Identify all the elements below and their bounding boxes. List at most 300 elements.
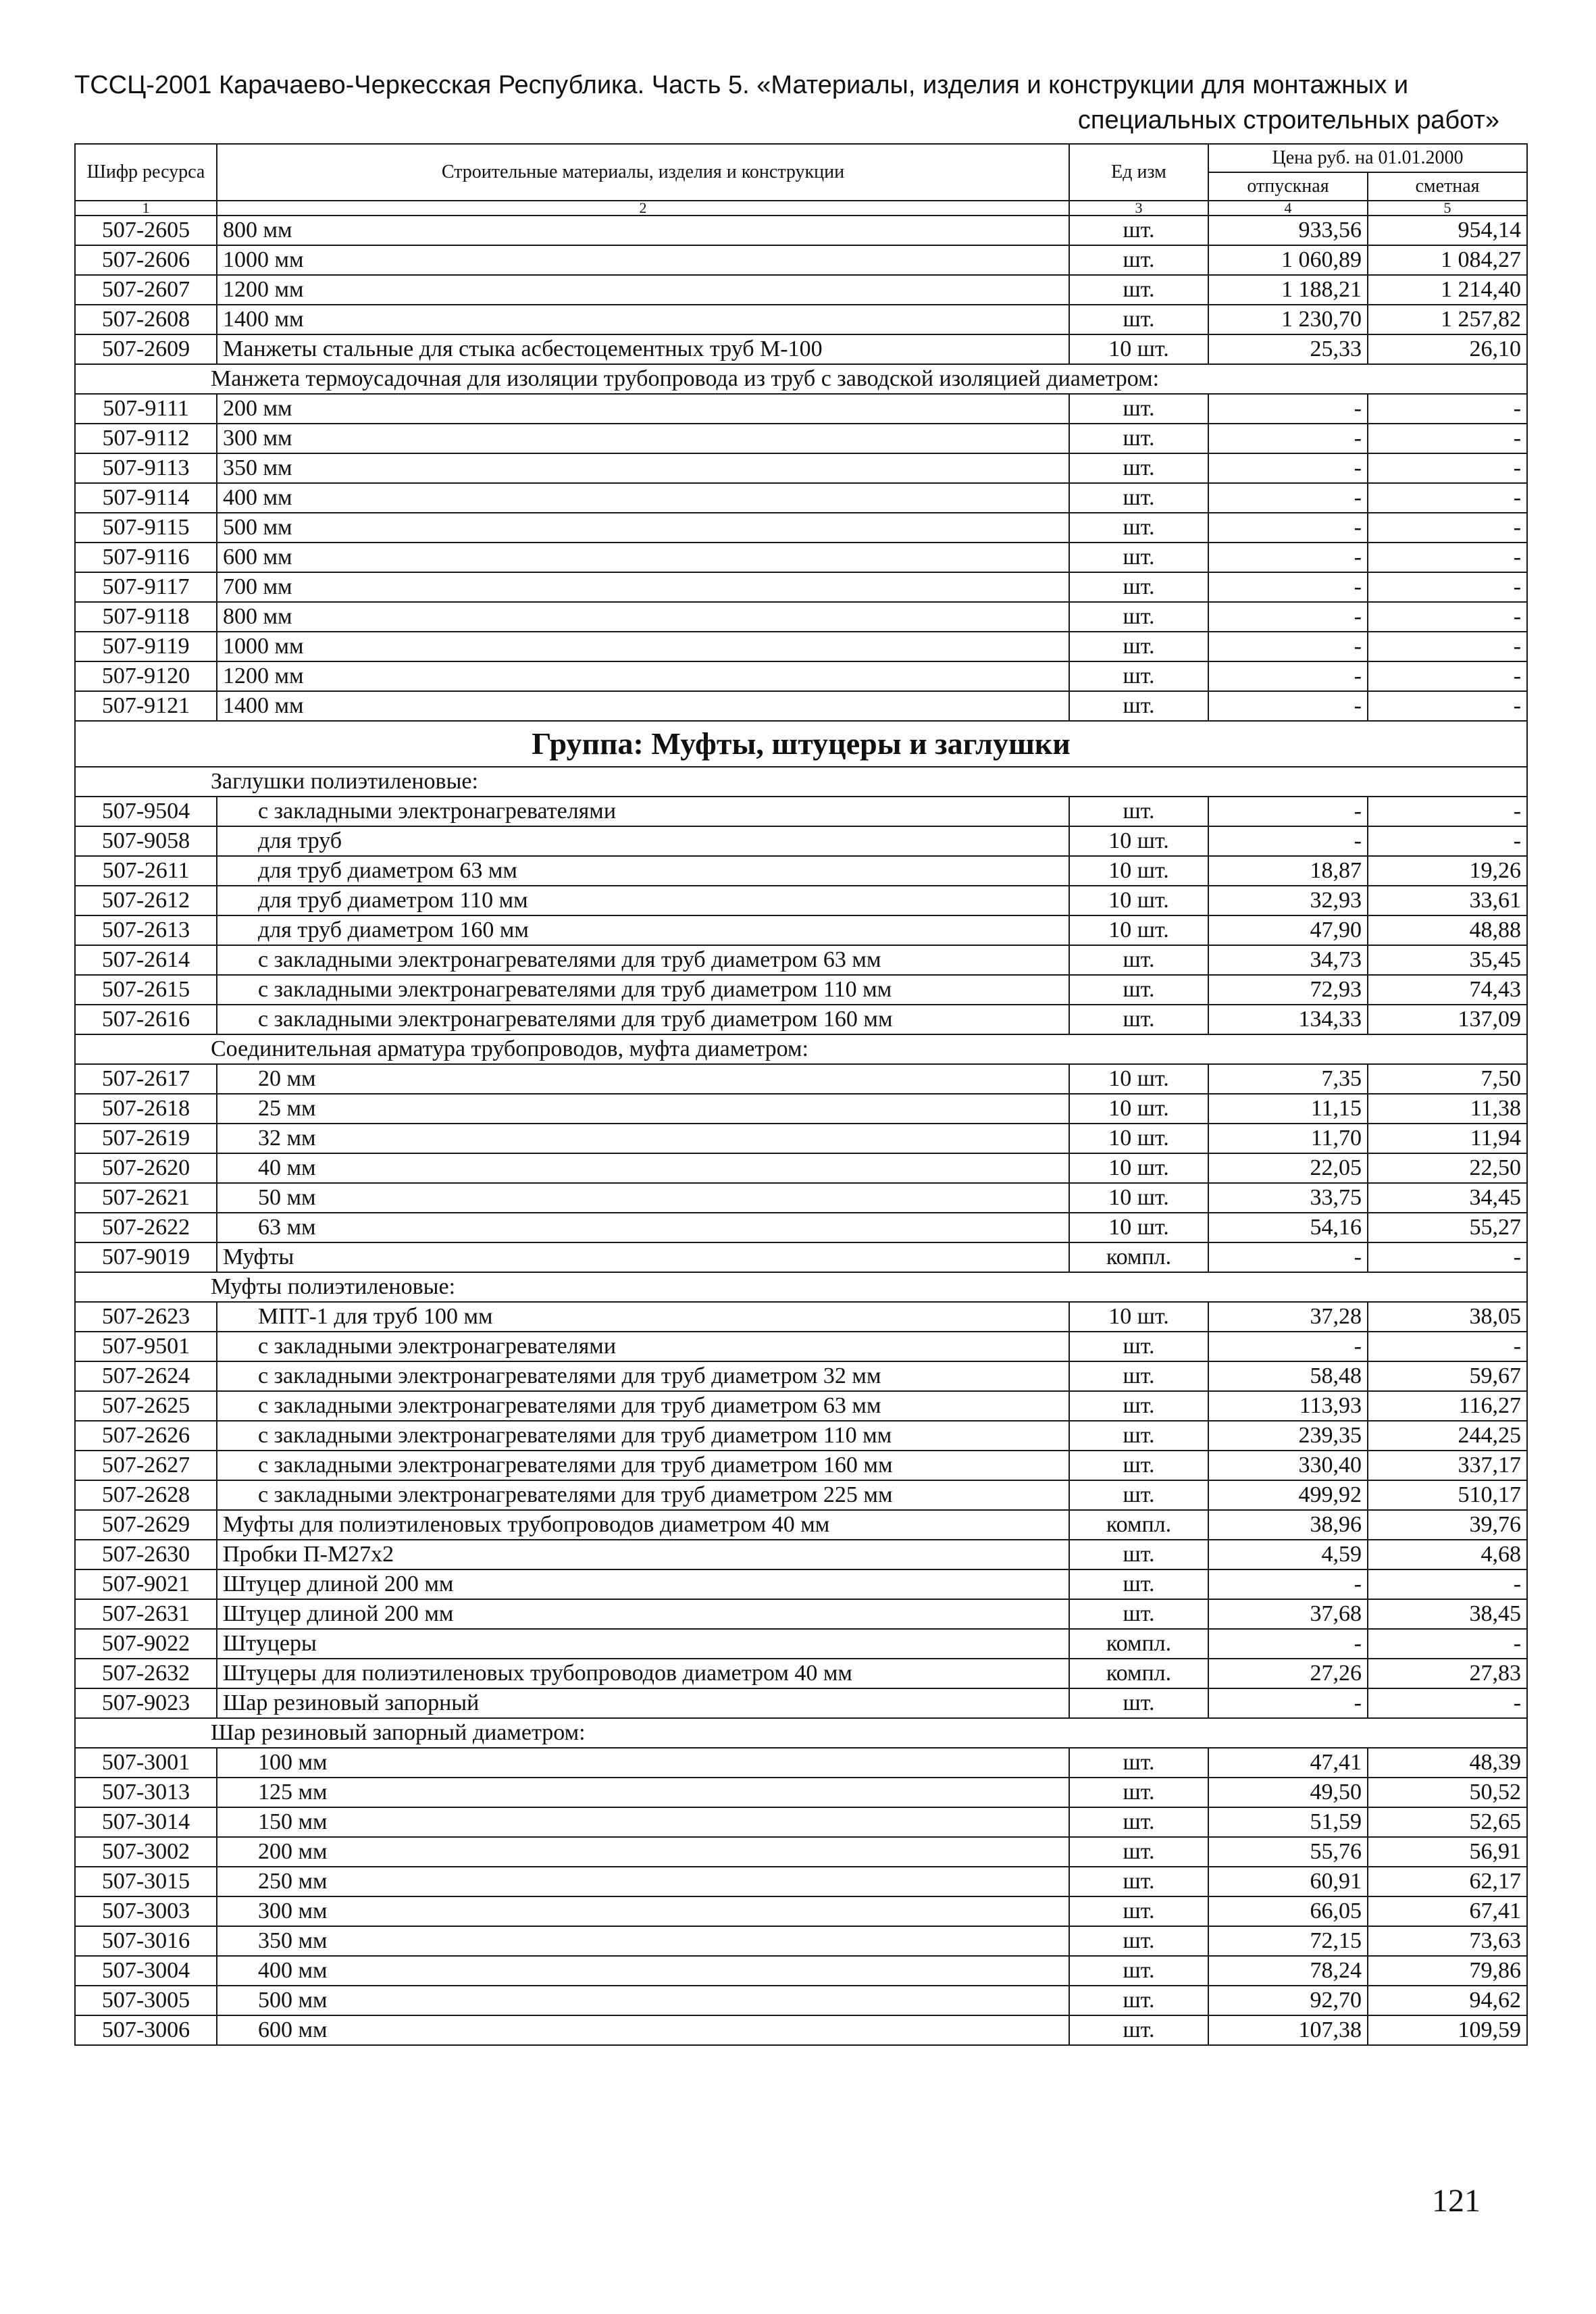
table-row bbox=[75, 1540, 1527, 1569]
table-row bbox=[75, 483, 1527, 513]
material-name-cell: с закладными электронагревателями для труб диаметром 63 мм bbox=[217, 945, 1069, 975]
table-row bbox=[75, 1213, 1527, 1242]
resource-code-cell: 507-2623 bbox=[75, 1302, 217, 1332]
release-price-cell: 47,41 bbox=[1208, 1748, 1368, 1778]
col-name-header: Строительные материалы, изделия и конструкции bbox=[217, 144, 1069, 201]
unit-cell: шт. bbox=[1069, 975, 1208, 1005]
resource-code-cell: 507-2608 bbox=[75, 305, 217, 334]
unit-cell: шт. bbox=[1069, 216, 1208, 245]
release-price-cell: 32,93 bbox=[1208, 886, 1368, 915]
resource-code-cell: 507-9019 bbox=[75, 1242, 217, 1272]
resource-code-cell: 507-3002 bbox=[75, 1837, 217, 1867]
material-name-cell: 300 мм bbox=[217, 424, 1069, 453]
material-name-cell: Манжеты стальные для стыка асбестоцементных труб М-100 bbox=[217, 334, 1069, 364]
release-price-cell: - bbox=[1208, 424, 1368, 453]
release-price-cell: - bbox=[1208, 602, 1368, 632]
unit-cell: шт. bbox=[1069, 661, 1208, 691]
material-name-cell: с закладными электронагревателями для труб диаметром 32 мм bbox=[217, 1361, 1069, 1391]
material-name-cell: с закладными электронагревателями для труб диаметром 110 мм bbox=[217, 975, 1069, 1005]
table-row bbox=[75, 1005, 1527, 1034]
estimate-price-cell: - bbox=[1368, 1569, 1527, 1599]
estimate-price-cell: 510,17 bbox=[1368, 1480, 1527, 1510]
release-price-cell: - bbox=[1208, 632, 1368, 661]
table-row bbox=[75, 915, 1527, 945]
estimate-price-cell: - bbox=[1368, 661, 1527, 691]
material-name-cell: для труб bbox=[217, 826, 1069, 856]
unit-cell: шт. bbox=[1069, 797, 1208, 826]
group-heading-row bbox=[75, 1034, 1527, 1064]
table-row bbox=[75, 975, 1527, 1005]
resource-code-cell: 507-2632 bbox=[75, 1659, 217, 1688]
resource-code-cell: 507-2613 bbox=[75, 915, 217, 945]
table-row bbox=[75, 1124, 1527, 1153]
release-price-cell: 1 060,89 bbox=[1208, 245, 1368, 275]
estimate-price-cell: 11,94 bbox=[1368, 1124, 1527, 1153]
estimate-price-cell: 244,25 bbox=[1368, 1421, 1527, 1451]
estimate-price-cell: 116,27 bbox=[1368, 1391, 1527, 1421]
material-name-cell: 800 мм bbox=[217, 216, 1069, 245]
release-price-cell: - bbox=[1208, 1569, 1368, 1599]
table-row bbox=[75, 275, 1527, 305]
material-name-cell: 200 мм bbox=[217, 1837, 1069, 1867]
table-row bbox=[75, 1332, 1527, 1361]
release-price-cell: 7,35 bbox=[1208, 1064, 1368, 1094]
resource-code-cell: 507-9119 bbox=[75, 632, 217, 661]
resource-code-cell: 507-9501 bbox=[75, 1332, 217, 1361]
estimate-price-cell: 109,59 bbox=[1368, 2015, 1527, 2045]
estimate-price-cell: - bbox=[1368, 543, 1527, 572]
estimate-price-cell: 22,50 bbox=[1368, 1153, 1527, 1183]
table-row bbox=[75, 1480, 1527, 1510]
resource-code-cell: 507-9120 bbox=[75, 661, 217, 691]
table-row bbox=[75, 826, 1527, 856]
col-number-3: 3 bbox=[1069, 201, 1208, 216]
estimate-price-cell: - bbox=[1368, 632, 1527, 661]
unit-cell: 10 шт. bbox=[1069, 334, 1208, 364]
table-row bbox=[75, 245, 1527, 275]
material-name-cell: с закладными электронагревателями bbox=[217, 1332, 1069, 1361]
estimate-price-cell: 33,61 bbox=[1368, 886, 1527, 915]
col-unit-header: Ед изм bbox=[1069, 144, 1208, 201]
material-name-cell: 125 мм bbox=[217, 1778, 1069, 1807]
release-price-cell: 72,93 bbox=[1208, 975, 1368, 1005]
resource-code-cell: 507-2607 bbox=[75, 275, 217, 305]
release-price-cell: 1 188,21 bbox=[1208, 275, 1368, 305]
release-price-cell: 72,15 bbox=[1208, 1926, 1368, 1956]
unit-cell: шт. bbox=[1069, 1391, 1208, 1421]
unit-cell: шт. bbox=[1069, 1332, 1208, 1361]
material-name-cell: Штуцер длиной 200 мм bbox=[217, 1599, 1069, 1629]
unit-cell: шт. bbox=[1069, 1005, 1208, 1034]
col-code-header: Шифр ресурса bbox=[75, 144, 217, 201]
resource-code-cell: 507-2626 bbox=[75, 1421, 217, 1451]
page-header bbox=[74, 68, 1499, 138]
release-price-cell: 330,40 bbox=[1208, 1451, 1368, 1480]
unit-cell: компл. bbox=[1069, 1659, 1208, 1688]
col-price-estimate-header: сметная bbox=[1368, 172, 1527, 201]
col-price-header: Цена руб. на 01.01.2000 bbox=[1208, 144, 1527, 172]
unit-cell: шт. bbox=[1069, 1361, 1208, 1391]
estimate-price-cell: - bbox=[1368, 572, 1527, 602]
material-name-cell: 400 мм bbox=[217, 1956, 1069, 1986]
table-row bbox=[75, 1094, 1527, 1124]
release-price-cell: 11,70 bbox=[1208, 1124, 1368, 1153]
table-row bbox=[75, 1510, 1527, 1540]
unit-cell: 10 шт. bbox=[1069, 826, 1208, 856]
resource-code-cell: 507-9112 bbox=[75, 424, 217, 453]
material-name-cell: 200 мм bbox=[217, 394, 1069, 424]
estimate-price-cell: - bbox=[1368, 394, 1527, 424]
material-name-cell: 150 мм bbox=[217, 1807, 1069, 1837]
header-line-2: специальных строительных работ» bbox=[1077, 106, 1499, 134]
group-title: Заглушки полиэтиленовые: bbox=[75, 767, 1527, 797]
resource-code-cell: 507-2618 bbox=[75, 1094, 217, 1124]
table-row bbox=[75, 1688, 1527, 1718]
unit-cell: шт. bbox=[1069, 1688, 1208, 1718]
unit-cell: шт. bbox=[1069, 1421, 1208, 1451]
material-name-cell: для труб диаметром 110 мм bbox=[217, 886, 1069, 915]
resource-code-cell: 507-2619 bbox=[75, 1124, 217, 1153]
resource-code-cell: 507-3015 bbox=[75, 1867, 217, 1896]
unit-cell: шт. bbox=[1069, 1451, 1208, 1480]
table-row bbox=[75, 1451, 1527, 1480]
material-name-cell: Штуцер длиной 200 мм bbox=[217, 1569, 1069, 1599]
unit-cell: шт. bbox=[1069, 1956, 1208, 1986]
table-row bbox=[75, 1778, 1527, 1807]
group-title: Муфты полиэтиленовые: bbox=[75, 1272, 1527, 1302]
resource-code-cell: 507-2605 bbox=[75, 216, 217, 245]
release-price-cell: 113,93 bbox=[1208, 1391, 1368, 1421]
unit-cell: компл. bbox=[1069, 1242, 1208, 1272]
unit-cell: шт. bbox=[1069, 543, 1208, 572]
table-row bbox=[75, 1867, 1527, 1896]
material-name-cell: с закладными электронагревателями для труб диаметром 225 мм bbox=[217, 1480, 1069, 1510]
unit-cell: компл. bbox=[1069, 1629, 1208, 1659]
release-price-cell: 34,73 bbox=[1208, 945, 1368, 975]
release-price-cell: - bbox=[1208, 1242, 1368, 1272]
unit-cell: 10 шт. bbox=[1069, 1064, 1208, 1094]
estimate-price-cell: 7,50 bbox=[1368, 1064, 1527, 1094]
estimate-price-cell: 52,65 bbox=[1368, 1807, 1527, 1837]
material-name-cell: 40 мм bbox=[217, 1153, 1069, 1183]
resource-code-cell: 507-2628 bbox=[75, 1480, 217, 1510]
resource-code-cell: 507-9504 bbox=[75, 797, 217, 826]
estimate-price-cell: 11,38 bbox=[1368, 1094, 1527, 1124]
release-price-cell: 51,59 bbox=[1208, 1807, 1368, 1837]
estimate-price-cell: 27,83 bbox=[1368, 1659, 1527, 1688]
resource-code-cell: 507-2611 bbox=[75, 856, 217, 886]
estimate-price-cell: - bbox=[1368, 424, 1527, 453]
material-name-cell: 20 мм bbox=[217, 1064, 1069, 1094]
material-name-cell: с закладными электронагревателями для труб диаметром 160 мм bbox=[217, 1451, 1069, 1480]
unit-cell: шт. bbox=[1069, 305, 1208, 334]
material-name-cell: 250 мм bbox=[217, 1867, 1069, 1896]
table-row bbox=[75, 1391, 1527, 1421]
material-name-cell: Муфты bbox=[217, 1242, 1069, 1272]
estimate-price-cell: 55,27 bbox=[1368, 1213, 1527, 1242]
resource-code-cell: 507-9111 bbox=[75, 394, 217, 424]
table-row bbox=[75, 1926, 1527, 1956]
unit-cell: шт. bbox=[1069, 1926, 1208, 1956]
table-row bbox=[75, 453, 1527, 483]
resource-code-cell: 507-2622 bbox=[75, 1213, 217, 1242]
material-name-cell: 400 мм bbox=[217, 483, 1069, 513]
group-title: Манжета термоусадочная для изоляции трубопровода из труб с заводской изоляцией диаметром: bbox=[75, 364, 1527, 394]
header-row bbox=[75, 144, 1527, 172]
table-row bbox=[75, 856, 1527, 886]
estimate-price-cell: 74,43 bbox=[1368, 975, 1527, 1005]
unit-cell: шт. bbox=[1069, 245, 1208, 275]
material-name-cell: МПТ-1 для труб 100 мм bbox=[217, 1302, 1069, 1332]
release-price-cell: 27,26 bbox=[1208, 1659, 1368, 1688]
col-number-2: 2 bbox=[217, 201, 1069, 216]
estimate-price-cell: 35,45 bbox=[1368, 945, 1527, 975]
resource-code-cell: 507-2609 bbox=[75, 334, 217, 364]
group-heading-row bbox=[75, 1718, 1527, 1748]
release-price-cell: - bbox=[1208, 1688, 1368, 1718]
material-name-cell: 350 мм bbox=[217, 453, 1069, 483]
estimate-price-cell: 137,09 bbox=[1368, 1005, 1527, 1034]
estimate-price-cell: - bbox=[1368, 453, 1527, 483]
material-name-cell: 32 мм bbox=[217, 1124, 1069, 1153]
resource-code-cell: 507-2629 bbox=[75, 1510, 217, 1540]
table-row bbox=[75, 1807, 1527, 1837]
material-name-cell: Штуцеры для полиэтиленовых трубопроводов диаметром 40 мм bbox=[217, 1659, 1069, 1688]
estimate-price-cell: 19,26 bbox=[1368, 856, 1527, 886]
estimate-price-cell: 954,14 bbox=[1368, 216, 1527, 245]
estimate-price-cell: - bbox=[1368, 691, 1527, 721]
material-name-cell: 700 мм bbox=[217, 572, 1069, 602]
release-price-cell: 499,92 bbox=[1208, 1480, 1368, 1510]
estimate-price-cell: 34,45 bbox=[1368, 1183, 1527, 1213]
table-row bbox=[75, 394, 1527, 424]
unit-cell: шт. bbox=[1069, 275, 1208, 305]
estimate-price-cell: 38,05 bbox=[1368, 1302, 1527, 1332]
unit-cell: 10 шт. bbox=[1069, 1302, 1208, 1332]
estimate-price-cell: 56,91 bbox=[1368, 1837, 1527, 1867]
estimate-price-cell: 48,39 bbox=[1368, 1748, 1527, 1778]
estimate-price-cell: 4,68 bbox=[1368, 1540, 1527, 1569]
table-row bbox=[75, 513, 1527, 543]
estimate-price-cell: 1 214,40 bbox=[1368, 275, 1527, 305]
table-row bbox=[75, 1659, 1527, 1688]
estimate-price-cell: - bbox=[1368, 513, 1527, 543]
release-price-cell: 92,70 bbox=[1208, 1986, 1368, 2015]
release-price-cell: 22,05 bbox=[1208, 1153, 1368, 1183]
resource-code-cell: 507-2621 bbox=[75, 1183, 217, 1213]
release-price-cell: 4,59 bbox=[1208, 1540, 1368, 1569]
column-number-row bbox=[75, 201, 1527, 216]
table-row bbox=[75, 424, 1527, 453]
resource-code-cell: 507-2617 bbox=[75, 1064, 217, 1094]
table-row bbox=[75, 945, 1527, 975]
table-row bbox=[75, 1361, 1527, 1391]
estimate-price-cell: - bbox=[1368, 1688, 1527, 1718]
table-row bbox=[75, 661, 1527, 691]
release-price-cell: 49,50 bbox=[1208, 1778, 1368, 1807]
estimate-price-cell: - bbox=[1368, 1629, 1527, 1659]
release-price-cell: 55,76 bbox=[1208, 1837, 1368, 1867]
unit-cell: 10 шт. bbox=[1069, 915, 1208, 945]
estimate-price-cell: 337,17 bbox=[1368, 1451, 1527, 1480]
table-row bbox=[75, 1748, 1527, 1778]
unit-cell: шт. bbox=[1069, 1837, 1208, 1867]
unit-cell: шт. bbox=[1069, 602, 1208, 632]
unit-cell: шт. bbox=[1069, 1778, 1208, 1807]
estimate-price-cell: 39,76 bbox=[1368, 1510, 1527, 1540]
material-name-cell: с закладными электронагревателями для труб диаметром 110 мм bbox=[217, 1421, 1069, 1451]
release-price-cell: 78,24 bbox=[1208, 1956, 1368, 1986]
resource-code-cell: 507-2616 bbox=[75, 1005, 217, 1034]
unit-cell: шт. bbox=[1069, 1807, 1208, 1837]
resource-code-cell: 507-3005 bbox=[75, 1986, 217, 2015]
group-heading-row bbox=[75, 767, 1527, 797]
release-price-cell: 47,90 bbox=[1208, 915, 1368, 945]
estimate-price-cell: 73,63 bbox=[1368, 1926, 1527, 1956]
resource-code-cell: 507-9022 bbox=[75, 1629, 217, 1659]
resource-code-cell: 507-2624 bbox=[75, 1361, 217, 1391]
table-row bbox=[75, 1183, 1527, 1213]
material-name-cell: 50 мм bbox=[217, 1183, 1069, 1213]
material-name-cell: 100 мм bbox=[217, 1748, 1069, 1778]
table-row bbox=[75, 691, 1527, 721]
table-row bbox=[75, 886, 1527, 915]
material-name-cell: для труб диаметром 160 мм bbox=[217, 915, 1069, 945]
unit-cell: шт. bbox=[1069, 483, 1208, 513]
unit-cell: 10 шт. bbox=[1069, 1094, 1208, 1124]
release-price-cell: 66,05 bbox=[1208, 1896, 1368, 1926]
estimate-price-cell: 50,52 bbox=[1368, 1778, 1527, 1807]
release-price-cell: 107,38 bbox=[1208, 2015, 1368, 2045]
estimate-price-cell: 67,41 bbox=[1368, 1896, 1527, 1926]
unit-cell: шт. bbox=[1069, 1896, 1208, 1926]
resource-code-cell: 507-2627 bbox=[75, 1451, 217, 1480]
table-row bbox=[75, 1064, 1527, 1094]
group-title: Шар резиновый запорный диаметром: bbox=[75, 1718, 1527, 1748]
estimate-price-cell: 38,45 bbox=[1368, 1599, 1527, 1629]
estimate-price-cell: - bbox=[1368, 483, 1527, 513]
table-row bbox=[75, 602, 1527, 632]
resource-code-cell: 507-9121 bbox=[75, 691, 217, 721]
resource-code-cell: 507-2614 bbox=[75, 945, 217, 975]
group-heading-row bbox=[75, 364, 1527, 394]
material-name-cell: 350 мм bbox=[217, 1926, 1069, 1956]
material-name-cell: Пробки П-М27х2 bbox=[217, 1540, 1069, 1569]
col-number-1: 1 bbox=[75, 201, 217, 216]
table-row bbox=[75, 1956, 1527, 1986]
estimate-price-cell: 62,17 bbox=[1368, 1867, 1527, 1896]
material-name-cell: 1200 мм bbox=[217, 661, 1069, 691]
release-price-cell: 1 230,70 bbox=[1208, 305, 1368, 334]
resource-code-cell: 507-2615 bbox=[75, 975, 217, 1005]
resource-code-cell: 507-2612 bbox=[75, 886, 217, 915]
release-price-cell: - bbox=[1208, 483, 1368, 513]
table-row bbox=[75, 334, 1527, 364]
estimate-price-cell: - bbox=[1368, 602, 1527, 632]
table-row bbox=[75, 632, 1527, 661]
release-price-cell: 54,16 bbox=[1208, 1213, 1368, 1242]
release-price-cell: 58,48 bbox=[1208, 1361, 1368, 1391]
estimate-price-cell: 79,86 bbox=[1368, 1956, 1527, 1986]
table-row bbox=[75, 1837, 1527, 1867]
col-price-release-header: отпускная bbox=[1208, 172, 1368, 201]
release-price-cell: 11,15 bbox=[1208, 1094, 1368, 1124]
estimate-price-cell: 59,67 bbox=[1368, 1361, 1527, 1391]
release-price-cell: 25,33 bbox=[1208, 334, 1368, 364]
material-name-cell: для труб диаметром 63 мм bbox=[217, 856, 1069, 886]
table-body bbox=[75, 216, 1527, 2045]
unit-cell: 10 шт. bbox=[1069, 1183, 1208, 1213]
resource-code-cell: 507-3003 bbox=[75, 1896, 217, 1926]
release-price-cell: 37,68 bbox=[1208, 1599, 1368, 1629]
group-title: Соединительная арматура трубопроводов, муфта диаметром: bbox=[75, 1034, 1527, 1064]
unit-cell: шт. bbox=[1069, 1540, 1208, 1569]
material-name-cell: 800 мм bbox=[217, 602, 1069, 632]
unit-cell: шт. bbox=[1069, 1986, 1208, 2015]
table-row bbox=[75, 572, 1527, 602]
unit-cell: компл. bbox=[1069, 1510, 1208, 1540]
release-price-cell: 18,87 bbox=[1208, 856, 1368, 886]
unit-cell: 10 шт. bbox=[1069, 1153, 1208, 1183]
unit-cell: шт. bbox=[1069, 572, 1208, 602]
table-row bbox=[75, 1421, 1527, 1451]
material-name-cell: 1000 мм bbox=[217, 632, 1069, 661]
release-price-cell: - bbox=[1208, 453, 1368, 483]
unit-cell: шт. bbox=[1069, 513, 1208, 543]
release-price-cell: 933,56 bbox=[1208, 216, 1368, 245]
unit-cell: шт. bbox=[1069, 1867, 1208, 1896]
release-price-cell: - bbox=[1208, 572, 1368, 602]
table-row bbox=[75, 1986, 1527, 2015]
resource-code-cell: 507-3016 bbox=[75, 1926, 217, 1956]
unit-cell: шт. bbox=[1069, 2015, 1208, 2045]
col-number-5: 5 bbox=[1368, 201, 1527, 216]
resource-code-cell: 507-9021 bbox=[75, 1569, 217, 1599]
table-row bbox=[75, 1599, 1527, 1629]
unit-cell: шт. bbox=[1069, 1599, 1208, 1629]
resource-code-cell: 507-3013 bbox=[75, 1778, 217, 1807]
release-price-cell: 239,35 bbox=[1208, 1421, 1368, 1451]
material-name-cell: 300 мм bbox=[217, 1896, 1069, 1926]
section-title: Группа: Муфты, штуцеры и заглушки bbox=[75, 721, 1527, 767]
resource-code-cell: 507-9058 bbox=[75, 826, 217, 856]
table-row bbox=[75, 1302, 1527, 1332]
unit-cell: шт. bbox=[1069, 394, 1208, 424]
resource-code-cell: 507-2606 bbox=[75, 245, 217, 275]
release-price-cell: 38,96 bbox=[1208, 1510, 1368, 1540]
estimate-price-cell: - bbox=[1368, 797, 1527, 826]
release-price-cell: - bbox=[1208, 797, 1368, 826]
unit-cell: 10 шт. bbox=[1069, 856, 1208, 886]
estimate-price-cell: 94,62 bbox=[1368, 1986, 1527, 2015]
unit-cell: шт. bbox=[1069, 453, 1208, 483]
resource-code-cell: 507-3004 bbox=[75, 1956, 217, 1986]
material-name-cell: Муфты для полиэтиленовых трубопроводов диаметром 40 мм bbox=[217, 1510, 1069, 1540]
release-price-cell: - bbox=[1208, 661, 1368, 691]
release-price-cell: 33,75 bbox=[1208, 1183, 1368, 1213]
resource-code-cell: 507-9023 bbox=[75, 1688, 217, 1718]
table-row bbox=[75, 797, 1527, 826]
resource-code-cell: 507-9118 bbox=[75, 602, 217, 632]
unit-cell: шт. bbox=[1069, 1569, 1208, 1599]
unit-cell: шт. bbox=[1069, 424, 1208, 453]
table-row bbox=[75, 216, 1527, 245]
table-row bbox=[75, 1153, 1527, 1183]
release-price-cell: - bbox=[1208, 394, 1368, 424]
resource-code-cell: 507-2630 bbox=[75, 1540, 217, 1569]
resource-code-cell: 507-9115 bbox=[75, 513, 217, 543]
material-name-cell: 63 мм bbox=[217, 1213, 1069, 1242]
